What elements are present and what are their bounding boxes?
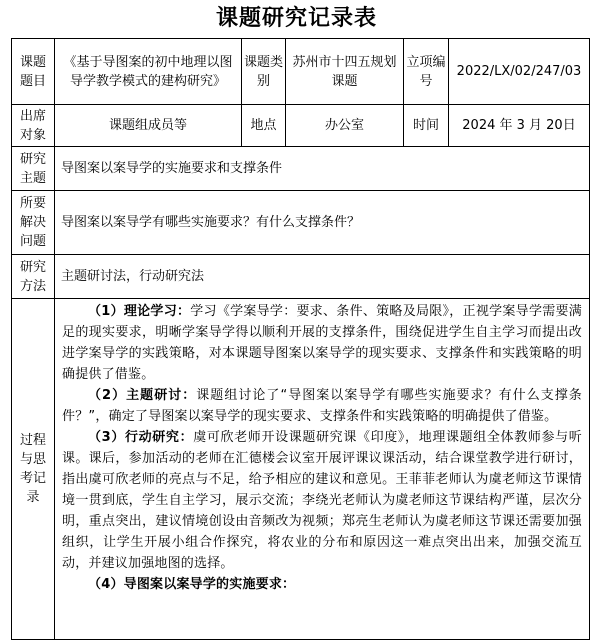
label-method: 研究方法 [12,255,55,299]
topic-value: 《基于导图案的初中地理以图导学教学模式的建构研究》 [55,39,242,105]
label-topic: 课题题目 [12,39,55,105]
time-value: 2024 年 3 月 20日 [449,105,590,147]
label-attendees: 出席对象 [12,105,55,147]
record-paragraph-2: （2）主题研讨：课题组讨论了“导图案以案导学有哪些实施要求？有什么支撑条件？”，确定了导图案以案导学的现实要求、支撑条件和实践策略的明确提供了借鉴。 [62,388,582,424]
record-paragraph-1: （1）理论学习：学习《学案导学：要求、条件、策略及局限》，正视学案导学需要满足的现实要求，明晰学案导学得以顺利开展的支撑条件，围绕促进学生自主学习而提出改进学案导学的实践策略，对本课题导图案以案导学的现实要求、支撑条件和实践策略的明确提供了借鉴。 [62,304,582,382]
label-project-no: 立项编号 [404,39,449,105]
record-paragraph-3: （3）行动研究：虞可欣老师开设课题研究课《印度》，地理课题组全体教师参与听课。课后，参加活动的老师在汇德楼会议室开展评课议课活动，结合课堂教学进行研讨，指出虞可欣老师的亮点与不足，给予相应的建议和意见。王菲菲老师认为虞老师这节课情境一贯到底，学生自主学习，展示交流；李绕光老师认为虞老师这节课结构严谨，层次分明，重点突出，建议情境创设由音频改为视频；郑亮生老师认为虞老师这节课还需要加强组织，让学生开展小组合作探究，将农业的分布和原因这一难点突出出来，加强交流互动，并建议加强地图的选择。 [62,430,582,571]
attendees-value: 课题组成员等 [55,105,242,147]
label-time: 时间 [404,105,449,147]
page-title: 课题研究记录表 [215,5,377,31]
method-value: 主题研讨法，行动研究法 [55,255,590,299]
label-record: 过程与思考记录 [12,299,55,640]
label-problem: 所要解决问题 [12,191,55,255]
project-no-value: 2022/LX/02/247/03 [449,39,590,105]
label-location: 地点 [242,105,286,147]
record-paragraph-4: （4）导图案以案导学的实施要求： [88,577,296,592]
record-content [55,299,590,640]
record-table [11,38,590,640]
problem-value: 导图案以案导学有哪些实施要求？有什么支撑条件？ [55,191,590,255]
label-category: 课题类别 [242,39,286,105]
label-research-theme: 研究主题 [12,147,55,191]
location-value: 办公室 [286,105,404,147]
category-value: 苏州市十四五规划课题 [286,39,404,105]
research-theme-value: 导图案以案导学的实施要求和支撑条件 [55,147,590,191]
